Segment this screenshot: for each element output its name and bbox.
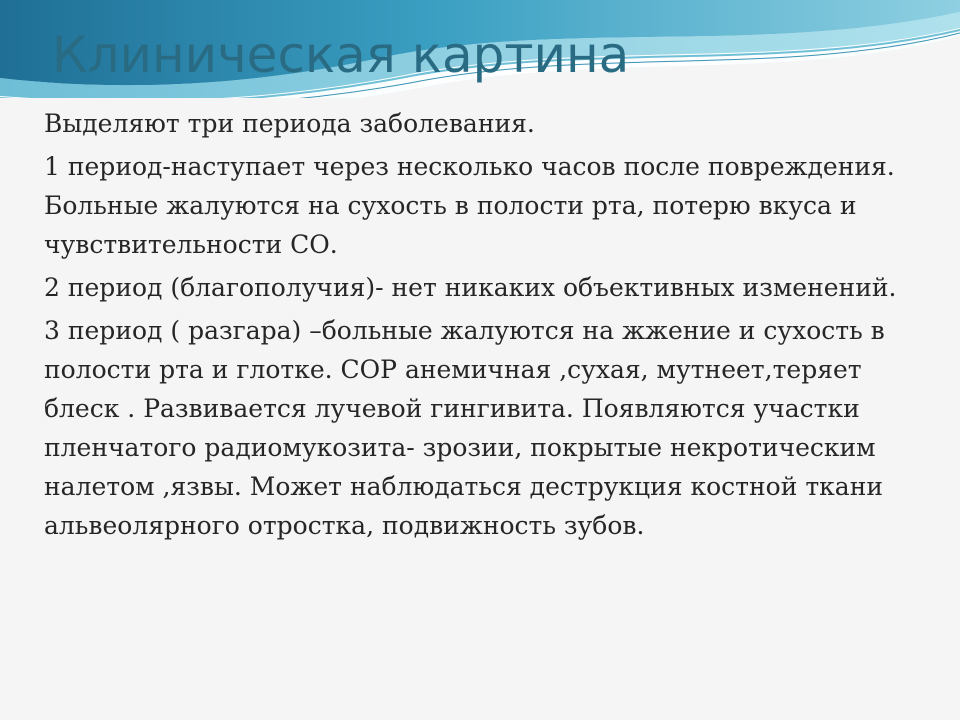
slide-title: Клиническая картина bbox=[52, 26, 630, 84]
paragraph-period-3: 3 период ( разгара) –больные жалуются на жжение и сухость в полости рта и глотке. СОР анемичная ,сухая, мутнеет,теряет блеск . Развивается лучевой гингивита. Появляются участки пленчатого радиомукозита- зрозии, покрытые некротическим налетом ,язвы. Может наблюдаться деструкция костной ткани альвеолярного отростка, подвижность зубов. bbox=[44, 316, 885, 540]
paragraph-period-1: 1 период-наступает через несколько часов после повреждения. Больные жалуются на сухость в полости рта, потерю вкуса и чувствительности СО. bbox=[44, 152, 895, 259]
slide-body bbox=[44, 104, 924, 549]
paragraph-period-2: 2 период (благополучия)- нет никаких объективных изменений. bbox=[44, 273, 897, 302]
paragraph-intro: Выделяют три периода заболевания. bbox=[44, 109, 535, 138]
